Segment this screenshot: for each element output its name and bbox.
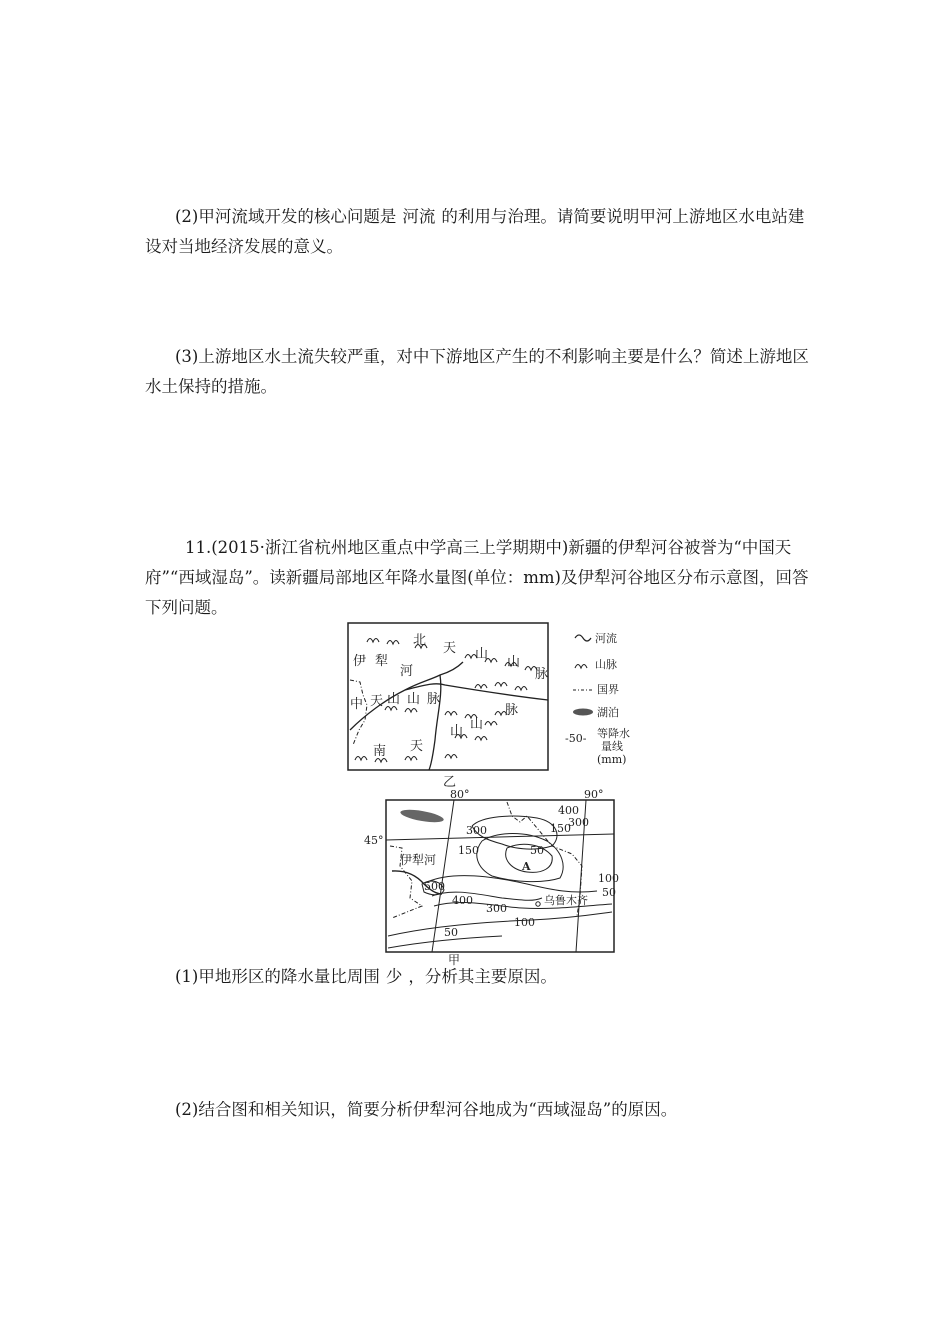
contour-150-a bbox=[477, 834, 563, 882]
contour-label-150-top: 150 bbox=[550, 822, 571, 835]
map-bottom-precipitation bbox=[362, 786, 622, 966]
label-mai-1: 脉 bbox=[535, 667, 549, 682]
question-11-number: 11. bbox=[185, 538, 212, 557]
label-shan-6: 山 bbox=[470, 717, 484, 732]
question-11 bbox=[145, 533, 810, 623]
urumqi-marker bbox=[536, 902, 540, 906]
lat-45: 45° bbox=[364, 834, 384, 847]
contour-label-400-top: 400 bbox=[558, 804, 579, 817]
label-shan-2: 山 bbox=[507, 655, 521, 670]
legend-isohyet-value: -50- bbox=[565, 732, 587, 745]
contour-label-50-mid: 50 bbox=[530, 844, 544, 857]
legend-isohyet-label-1: 等降水 bbox=[597, 727, 630, 740]
contour-label-300-mid: 300 bbox=[466, 824, 487, 837]
legend-isohyet-label-2: 量线 bbox=[601, 740, 623, 753]
lon-80: 80° bbox=[450, 788, 470, 801]
label-urumqi: 乌鲁木齐 bbox=[544, 894, 588, 907]
label-mai-2: 脉 bbox=[427, 692, 441, 707]
caption-jia: 甲 bbox=[448, 953, 461, 966]
question-11-text: 新疆的伊犁河谷被誉为“中国天府”“西域湿岛”。读新疆局部地区年降水量图(单位：mm)及伊犁河谷地区分布示意图，回答下列问题。 bbox=[145, 538, 809, 617]
border-line bbox=[350, 680, 367, 745]
question-2-suffix: 的利用与治理。请简要说明甲河上游地区水电站建设对当地经济发展的意义。 bbox=[145, 207, 805, 256]
sub-question-1-prefix: (1)甲地形区的降水量比周围 bbox=[175, 967, 380, 986]
label-tian-2: 天 bbox=[370, 694, 384, 709]
legend-border: 国界 bbox=[597, 683, 619, 696]
legend-lake-icon bbox=[573, 709, 593, 716]
question-2 bbox=[145, 202, 810, 262]
caption-yi: 乙 bbox=[443, 775, 457, 788]
label-point-a: A bbox=[522, 860, 531, 873]
label-shan-5: 山 bbox=[450, 724, 464, 739]
sub-question-1 bbox=[145, 962, 810, 992]
contour-label-300-low: 300 bbox=[486, 902, 507, 915]
map-top-mountains bbox=[345, 620, 645, 788]
label-yi: 伊 bbox=[353, 654, 367, 669]
contour-label-500: 500 bbox=[424, 880, 445, 893]
contour-label-100-south: 100 bbox=[514, 916, 535, 929]
contour-label-400: 400 bbox=[452, 894, 473, 907]
label-he: 河 bbox=[400, 664, 414, 679]
label-li: 犁 bbox=[375, 654, 389, 669]
contour-100-north bbox=[427, 876, 597, 892]
label-tian-3: 天 bbox=[410, 739, 424, 754]
lon-90: 90° bbox=[584, 788, 604, 801]
contour-label-100-east: 100 bbox=[598, 872, 619, 885]
legend-river: 河流 bbox=[595, 632, 617, 645]
contour-label-150-mid: 150 bbox=[458, 844, 479, 857]
question-2-answer: 河流 bbox=[402, 207, 436, 226]
label-yili-river: 伊犁河 bbox=[400, 853, 437, 867]
sub-question-1-suffix: ，分析其主要原因。 bbox=[408, 967, 557, 986]
contour-label-300-top: 300 bbox=[568, 816, 589, 829]
legend-mountain: 山脉 bbox=[595, 658, 617, 671]
sub-question-2-text: (2)结合图和相关知识，简要分析伊犁河谷地成为“西域湿岛”的原因。 bbox=[175, 1100, 678, 1119]
contour-label-50-east: 50 bbox=[602, 886, 616, 899]
legend-river-icon bbox=[575, 635, 591, 641]
label-nan: 南 bbox=[373, 744, 387, 759]
legend-mountain-icon bbox=[575, 665, 587, 669]
lake-balkhash bbox=[399, 807, 444, 824]
label-shan-3: 山 bbox=[387, 692, 401, 707]
river-south bbox=[429, 675, 441, 770]
question-3-text: (3)上游地区水土流失较严重，对中下游地区产生的不利影响主要是什么？简述上游地区水土保持的措施。 bbox=[145, 347, 809, 396]
question-2-prefix: (2)甲河流域开发的核心问题是 bbox=[175, 207, 397, 226]
contour-label-50-south: 50 bbox=[444, 926, 458, 939]
question-3 bbox=[145, 342, 810, 402]
question-11-source: (2015·浙江省杭州地区重点中学高三上学期期中) bbox=[211, 538, 569, 557]
sub-question-1-answer: 少 bbox=[385, 967, 403, 986]
legend-lake: 湖泊 bbox=[597, 706, 619, 719]
legend-isohyet-unit: (mm) bbox=[597, 753, 627, 766]
label-bei: 北 bbox=[413, 633, 427, 648]
label-zhong: 中 bbox=[350, 697, 364, 712]
sub-question-2 bbox=[145, 1095, 810, 1125]
label-shan-1: 山 bbox=[475, 647, 489, 662]
contour-400 bbox=[432, 892, 542, 900]
label-mai-3: 脉 bbox=[505, 703, 519, 718]
label-tian-1: 天 bbox=[443, 641, 457, 656]
label-shan-4: 山 bbox=[407, 692, 421, 707]
